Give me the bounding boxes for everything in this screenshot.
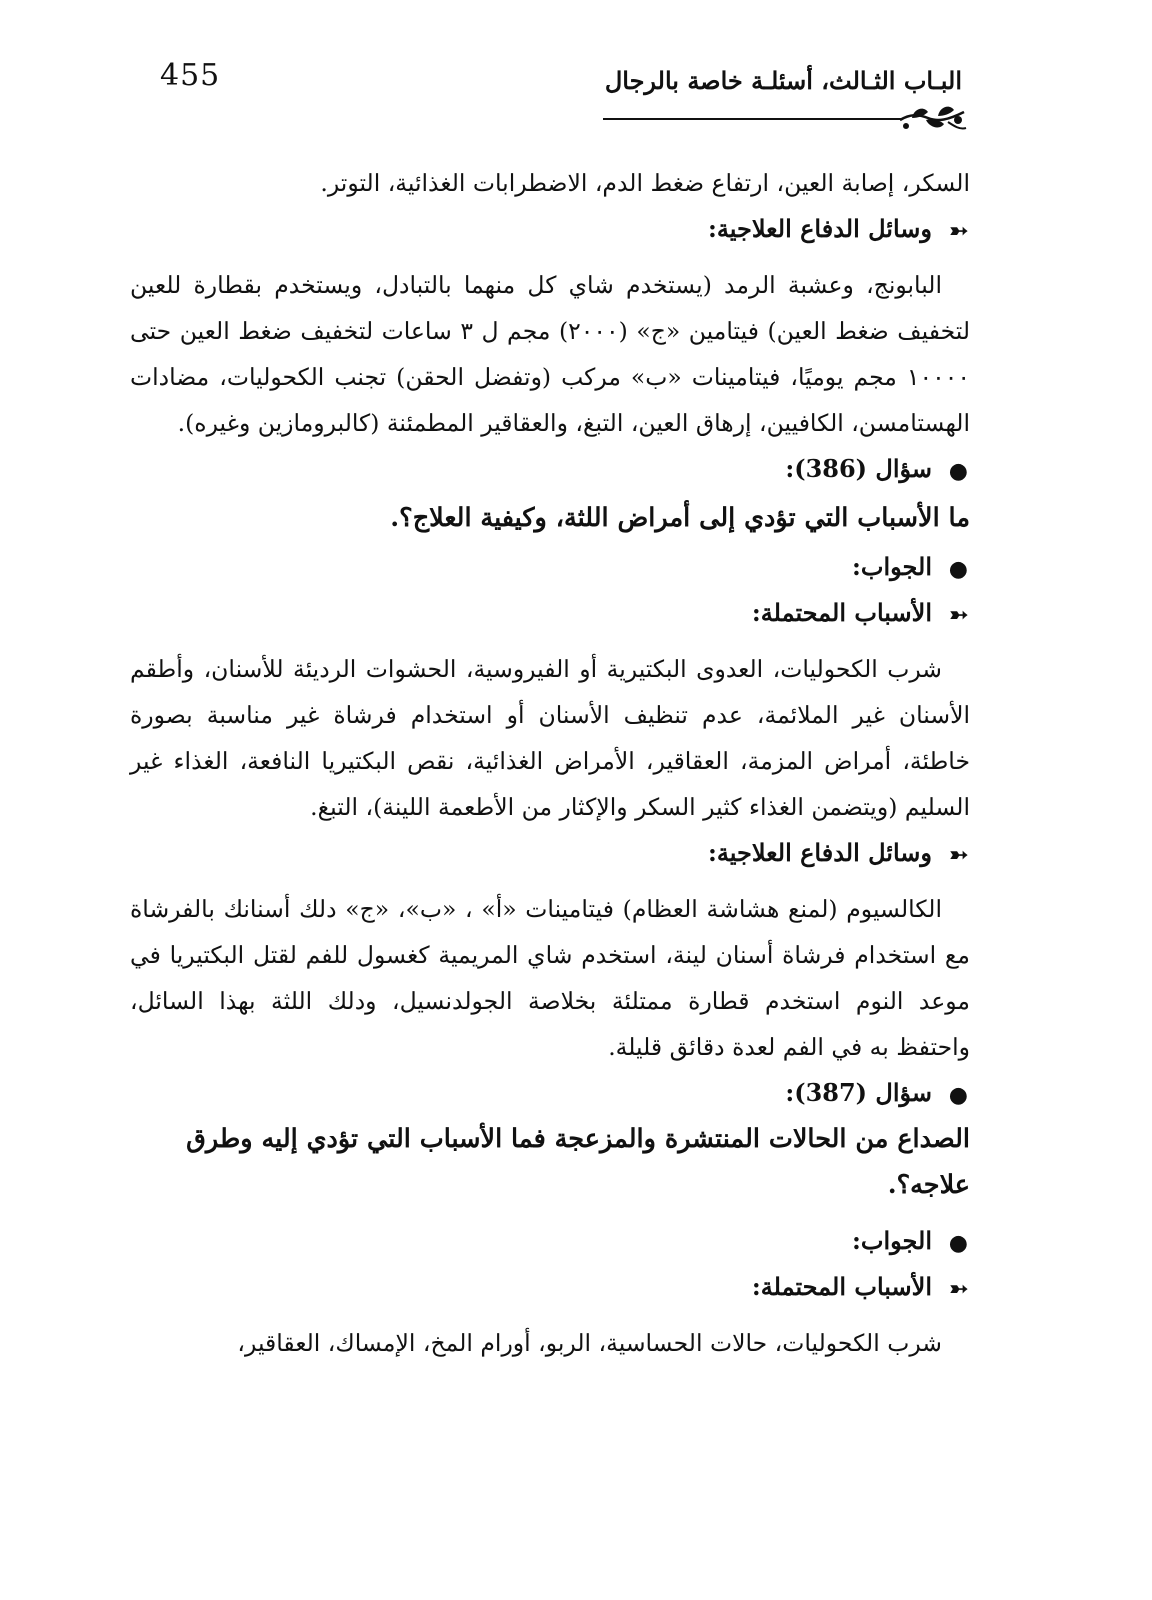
question-label: ●سؤال (386): [130, 446, 970, 492]
leaf-arrow-icon: ➳ [949, 601, 968, 628]
running-title: البـاب الثـالث، أسئلـة خاصة بالرجال [604, 66, 962, 95]
apple-icon: ● [948, 457, 968, 484]
leaf-arrow-icon: ➳ [949, 841, 968, 868]
body-text [130, 160, 970, 1366]
answer-label: ●الجواب: [130, 544, 970, 590]
apple-icon: ● [948, 555, 968, 582]
text-line: السكر، إصابة العين، ارتفاع ضغط الدم، الاضطرابات الغذائية، التوتر. [320, 169, 970, 197]
paragraph: شرب الكحوليات، العدوى البكتيرية أو الفيروسية، الحشوات الرديئة للأسنان، وأطقم الأسنان غير الملائمة، عدم تنظيف الأسنان أو استخدام فرشاة غير مناسبة بصورة خاطئة، أمراض المزمة، العقاقير، الأمراض الغذائية، نقص البكتيريا النافعة، الغذاء غير السليم (ويتضمن الغذاء كثير السكر والإكثار من الأطعمة اللينة)، التبغ. [130, 655, 970, 821]
section-heading: ➳وسائل الدفاع العلاجية: [130, 830, 970, 876]
header-rule [603, 118, 903, 120]
section-heading: ➳وسائل الدفاع العلاجية: [130, 206, 970, 252]
question-text: الصداع من الحالات المنتشرة والمزعجة فما الأسباب التي تؤدي إليه وطرق [186, 1124, 970, 1154]
section-heading: ➳الأسباب المحتملة: [130, 590, 970, 636]
text-line: شرب الكحوليات، حالات الحساسية، الربو، أورام المخ، الإمساك، العقاقير، [237, 1329, 942, 1357]
question-text: ما الأسباب التي تؤدي إلى أمراض اللثة، وكيفية العلاج؟. [390, 503, 970, 533]
paragraph: البابونج، وعشبة الرمد (يستخدم شاي كل منهما بالتبادل، ويستخدم بقطارة للعين لتخفيف ضغط العين) فيتامين «ج» (٢٠٠٠) مجم ل ٣ ساعات لتخفيف ضغط العين حتى ١٠٠٠٠ مجم يوميًا، فيتامينات «ب» مركب (وتفضل الحقن) تجنب الكحوليات، مضادات الهستامسن، الكافيين، إرهاق العين، التبغ، والعقاقير المطمئنة (كالبرومازين وغيره). [130, 271, 971, 437]
question-text-continued: علاجه؟. [887, 1170, 970, 1200]
leaf-arrow-icon: ➳ [949, 1275, 968, 1302]
page-number: 455 [160, 58, 221, 93]
paragraph: الكالسيوم (لمنع هشاشة العظام) فيتامينات «أ» ، «ب»، «ج» دلك أسنانك بالفرشاة مع استخدام فرشاة أسنان لينة، استخدم شاي المريمية كغسول للفم لقتل البكتيريا في موعد النوم استخدم قطارة ممتلئة بخلاصة الجولدنسيل، ودلك اللثة بهذا السائل، واحتفظ به في الفم لعدة دقائق قليلة. [130, 895, 970, 1061]
apple-icon: ● [948, 1081, 968, 1108]
question-label: ●سؤال (387): [130, 1070, 970, 1116]
floral-ornament-icon [898, 100, 968, 136]
apple-icon: ● [948, 1229, 968, 1256]
answer-label: ●الجواب: [130, 1218, 970, 1264]
leaf-arrow-icon: ➳ [949, 217, 968, 244]
section-heading: ➳الأسباب المحتملة: [130, 1264, 970, 1310]
